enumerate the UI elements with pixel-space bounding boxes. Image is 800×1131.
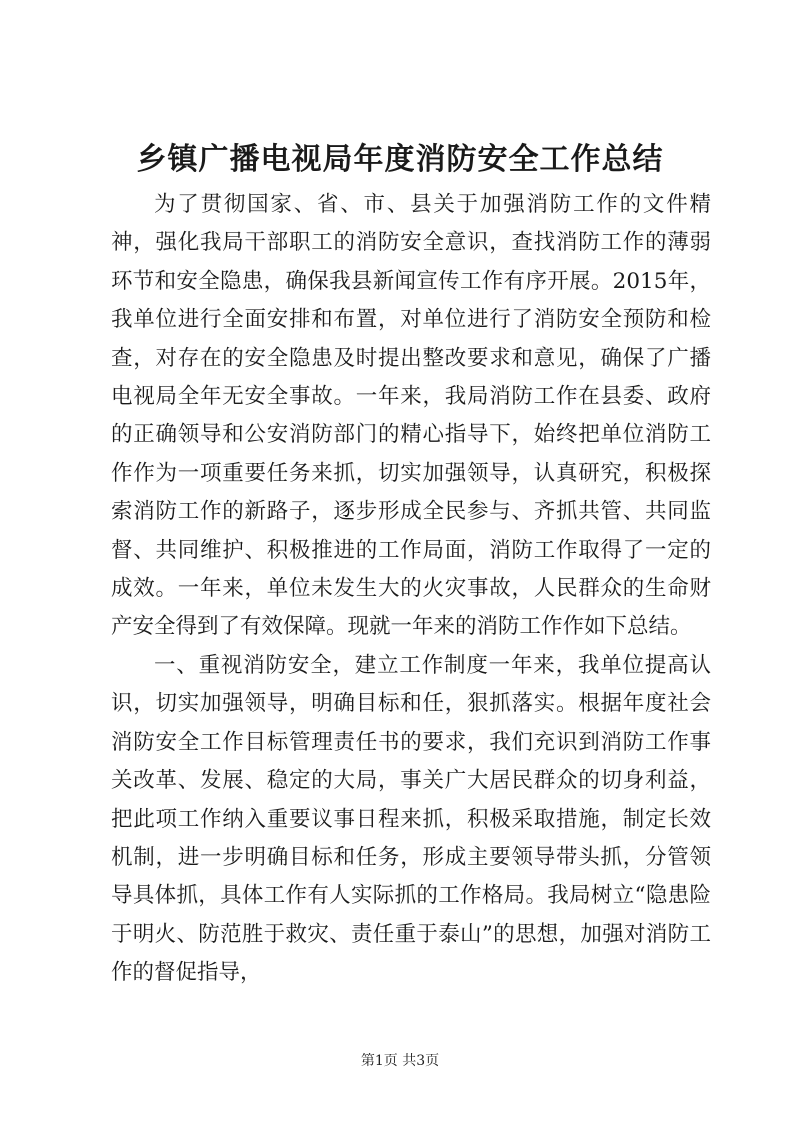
document-body — [111, 186, 711, 993]
page-footer — [0, 1051, 800, 1071]
document-title: 乡镇广播电视局年度消防安全工作总结 — [136, 142, 664, 177]
page-total: 共3页 — [402, 1053, 440, 1069]
page-number: 第1页 — [360, 1053, 398, 1069]
paragraph-section-one: 一、重视消防安全，建立工作制度一年来，我单位提高认识，切实加强领导，明确目标和任，狠抓落实。根据年度社会消防安全工作目标管理责任书的要求，我们充识到消防工作事关改革、发展、稳定的大局，事关广大居民群众的切身利益，把此项工作纳入重要议事日程来抓，积极采取措施，制定长效机制，进一步明确目标和任务，形成主要领导带头抓，分管领导具体抓，具体工作有人实际抓的工作格局。我局树立“隐患险于明火、防范胜于救灾、责任重于泰山”的思想，加强对消防工作的督促指导， — [111, 652, 711, 986]
paragraph-intro: 为了贯彻国家、省、市、县关于加强消防工作的文件精神，强化我局干部职工的消防安全意识，查找消防工作的薄弱环节和安全隐患，确保我县新闻宣传工作有序开展。2015年，我单位进行全面安排和布置，对单位进行了消防安全预防和检查，对存在的安全隐患及时提出整改要求和意见，确保了广播电视局全年无安全事故。一年来，我局消防工作在县委、政府的正确领导和公安消防部门的精心指导下，始终把单位消防工作作为一项重要任务来抓，切实加强领导，认真研究，积极探索消防工作的新路子，逐步形成全民参与、齐抓共管、共同监督、共同维护、积极推进的工作局面，消防工作取得了一定的成效。一年来，单位未发生大的火灾事故，人民群众的生命财产安全得到了有效保障。现就一年来的消防工作作如下总结。 — [111, 192, 711, 640]
